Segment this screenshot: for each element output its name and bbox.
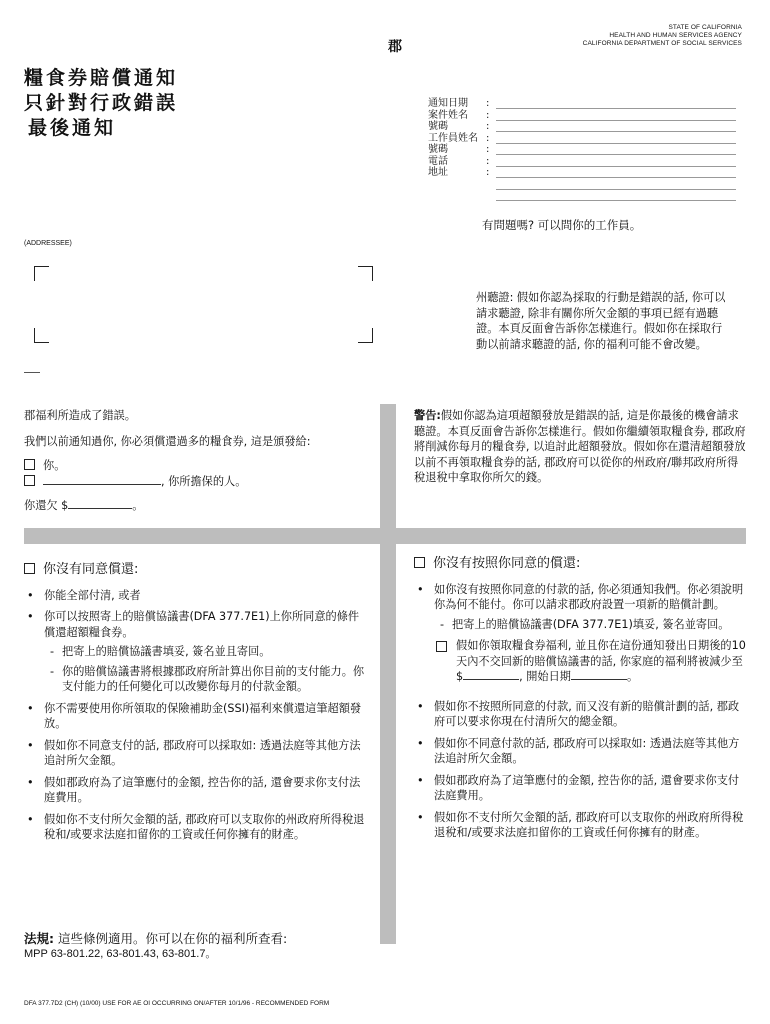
field-label: 地址 [428,167,448,178]
list-item: • 你可以按照寄上的賠償協議書(DFA 377.7E1)上你所同意的條件償還超額糧食券。 - 把寄上的賠償協議書填妥, 簽名並且寄回。 - 你的賠償協議書將根據郡政府所計算出你目前的支付能力。你支付能力的任何變化可以改變你每月的付款金額。 [24,609,370,695]
horizontal-divider [24,528,746,544]
field-label: 工作員姓名 [428,132,478,144]
field-blank[interactable] [496,121,736,132]
county-label: 郡 [388,39,402,55]
agency-line-1: STATE OF CALIFORNIA [668,24,742,31]
amount-owed-blank[interactable] [68,498,132,509]
field-label: 電話 [428,155,448,167]
addressee-label: (ADDRESSEE) [24,240,72,247]
sub-list-item: - 把寄上的賠償協議書(DFA 377.7E1)填妥, 簽名並寄回。 [434,617,748,633]
warning-section [414,408,748,486]
regulations-text: 這些條例適用。你可以在你的福利所查看: [57,931,288,946]
vertical-divider [380,404,396,944]
list-item: • 假如你不支付所欠金額的話, 郡政府可以支取你的州政府所得稅退稅和/或要求法庭扣留你的工資或任何你擁有的財產。 [24,812,370,843]
title-line-1: 糧食券賠償通知 [24,67,179,89]
checkbox-not-followed[interactable] [414,557,425,568]
checkbox-not-agreed[interactable] [24,563,35,574]
list-item: • 假如你不同意支付的話, 郡政府可以採取如: 透過法庭等其他方法追討所欠金額。 [24,738,370,769]
agency-header [583,24,742,48]
warning-text: 假如你認為這項超額發放是錯誤的話, 這是你最後的機會請求聽證。本頁反面會告訴你怎樣進行。假如你繼續領取糧食券, 郡政府將削減你每月的糧食券, 以追討此超額發放。假如你在還清超額發放以前不再領取糧食券的話, 郡政府可以從你的州政府/聯邦政府所得稅退稅中拿取你所欠的錢。 [414,409,746,484]
list-item: • 假如你不支付所欠金額的話, 郡政府可以支取你的州政府所得稅退稅和/或要求法庭扣留你的工資或任何你擁有的財產。 [414,810,748,841]
field-label: 案件姓名 [428,109,468,121]
list-item: • 如你沒有按照你同意的付款的話, 你必須通知我們。你必須說明你為何不能付。你可以請求郡政府設置一項新的賠償計劃。 - 把寄上的賠償協議書(DFA 377.7E1)填妥, 簽名並寄回。 假如你領取糧食券福利, 並且你在這份通知發出日期後的10天內不交回新的賠償協議書的話, 你家庭的福利將被減少至$ , 開始日期 。 [414,582,748,685]
list-item: • 你不需要使用你所領取的保險補助金(SSI)福利來償還這筆超額發放。 [24,701,370,732]
field-row: 地址 : [428,167,736,179]
not-followed-list [414,582,748,841]
list-item: • 假如你不同意付款的話, 郡政府可以採取如: 透過法庭等其他方法追討所欠金額。 [414,736,748,767]
field-row: 通知日期 : [428,98,736,110]
prior-notice-text: 我們以前通知過你, 你必須償還過多的糧食券, 這是頒發給: [24,434,311,448]
address-window-corner [34,328,49,343]
regulations-section [24,930,287,962]
not-agreed-heading: 你沒有同意償還: [24,562,370,578]
field-blank[interactable] [496,167,736,178]
not-agreed-section [24,562,370,849]
field-label: 號碼 [428,144,448,155]
field-row: 號碼 : [428,144,736,156]
list-item: • 你能全部付清, 或者 [24,588,370,604]
case-info-fields [428,98,736,201]
benefit-reduction-option: 假如你領取糧食券福利, 並且你在這份通知發出日期後的10天內不交回新的賠償協議書的話, 你家庭的福利將被減少至$ , 開始日期 。 [434,638,748,685]
field-blank[interactable] [496,156,736,167]
form-footer: DFA 377.7D2 (CH) (10/00) USE FOR AE OI OCCURRING ON/AFTER 10/1/96 - RECOMMENDED FORM [24,1000,330,1007]
regulations-citations: MPP 63-801.22, 63-801.43, 63-801.7。 [24,948,217,960]
option-sponsored: , 你所擔保的人。 [24,474,369,490]
title-line-2: 只針對行政錯誤 [24,92,179,114]
county-error-text: 郡福利所造成了錯誤。 [24,409,136,422]
not-followed-heading: 你沒有按照你同意的償還: [414,556,748,572]
address-blank-line[interactable] [496,179,736,190]
list-item: • 假如郡政府為了這筆應付的金額, 控告你的話, 還會要求你支付法庭費用。 [414,773,748,804]
checkbox-sponsored[interactable] [24,475,35,486]
title-line-3: 最後通知 [28,117,117,139]
field-blank[interactable] [496,144,736,155]
field-row: 案件姓名 : [428,110,736,122]
reduced-amount-blank[interactable] [463,669,519,680]
start-date-blank[interactable] [571,669,627,680]
address-window-corner [34,266,49,281]
notice-title [24,66,178,141]
field-label: 號碼 [428,121,448,132]
address-blank-line[interactable] [496,190,736,201]
list-item: • 假如你不按照所同意的付款, 而又沒有新的賠償計劃的話, 郡政府可以要求你現在付清所欠的總金額。 [414,699,748,730]
sub-list-item: - 你的賠償協議書將根據郡政府所計算出你目前的支付能力。你支付能力的任何變化可以改變你每月的付款金額。 [44,664,370,695]
field-blank[interactable] [496,133,736,144]
state-hearing-notice: 州聽證: 假如你認為採取的行動是錯誤的話, 你可以請求聽證, 除非有關你所欠金額的事項已經有過聽證。本頁反面會告訴你怎樣進行。假如你在採取行動以前請求聽證的話, 你的福利可能不會改變。 [476,291,726,351]
fold-mark [24,372,40,373]
field-row: 號碼 : [428,121,736,133]
checkbox-benefit-reduction[interactable] [436,641,447,652]
address-window-corner [358,266,373,281]
question-text: 有問題嗎? 可以問你的工作員。 [482,218,642,232]
field-row: 工作員姓名 : [428,133,736,145]
field-blank[interactable] [496,110,736,121]
field-row: 電話 : [428,156,736,168]
sub-list [434,617,748,633]
regulations-label: 法規: [24,931,54,946]
county-error-section [24,408,369,514]
list-item: • 假如郡政府為了這筆應付的金額, 控告你的話, 還會要求你支付法庭費用。 [24,775,370,806]
checkbox-you[interactable] [24,459,35,470]
amount-owed: 你還欠 $ 。 [24,499,144,512]
agency-line-3: CALIFORNIA DEPARTMENT OF SOCIAL SERVICES [582,40,742,47]
field-blank[interactable] [496,98,736,109]
agency-line-2: HEALTH AND HUMAN SERVICES AGENCY [609,32,742,39]
option-you: 你。 [24,458,369,474]
sub-list [44,644,370,695]
sponsored-name-blank[interactable] [43,474,161,485]
address-window-corner [358,328,373,343]
not-followed-section [414,556,748,847]
warning-label: 警告: [414,409,441,422]
not-agreed-list [24,588,370,843]
field-label: 通知日期 [428,98,468,109]
sub-list-item: - 把寄上的賠償協議書填妥, 簽名並且寄回。 [44,644,370,660]
